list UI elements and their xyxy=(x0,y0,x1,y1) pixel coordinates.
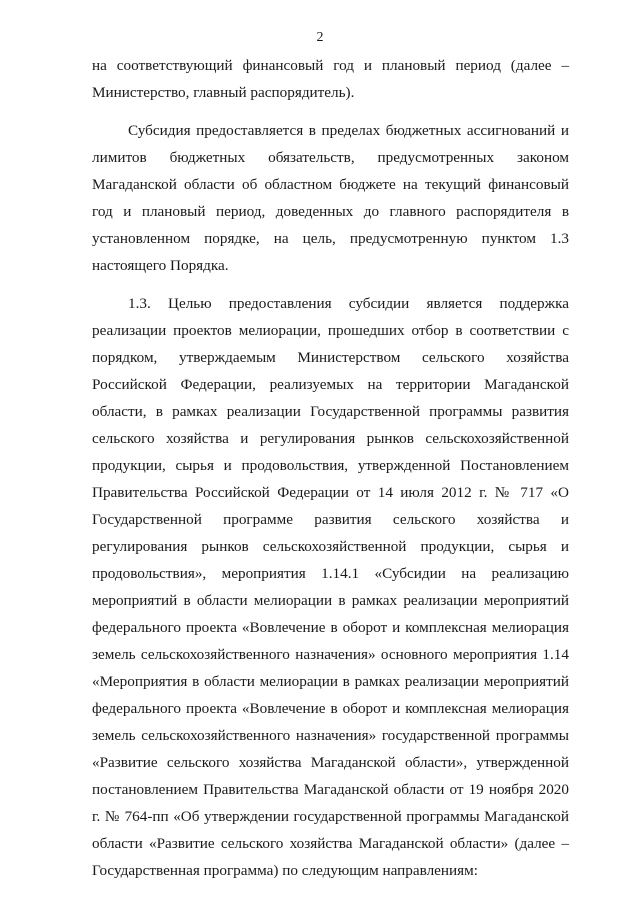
document-body xyxy=(92,52,569,884)
paragraph-1: на соответствующий финансовый год и плановый период (далее – Министерство, главный распорядитель). xyxy=(92,57,569,101)
paragraph-2: Субсидия предоставляется в пределах бюджетных ассигнований и лимитов бюджетных обязательств, предусмотренных законом Магаданской области об областном бюджете на текущий финансовый год и плановый период, доведенных до главного распорядителя в установленном порядке, на цель, предусмотренную пунктом 1.3 настоящего Порядка. xyxy=(92,122,569,274)
paragraph-3: 1.3. Целью предоставления субсидии является поддержка реализации проектов мелиорации, прошедших отбор в соответствии с порядком, утверждаемым Министерством сельского хозяйства Российской Федерации, реализуемых на территории Магаданской области, в рамках реализации Государственной программы развития сельского хозяйства и регулирования рынков сельскохозяйственной продукции, сырья и продовольствия, утвержденной Постановлением Правительства Российской Федерации от 14 июля 2012 г. № 717 «О Государственной программе развития сельского хозяйства и регулирования рынков сельскохозяйственной продукции, сырья и продовольствия», мероприятия 1.14.1 «Субсидии на реализацию мероприятий в области мелиорации в рамках реализации мероприятий федерального проекта «Вовлечение в оборот и комплексная мелиорация земель сельскохозяйственного назначения» основного мероприятия 1.14 «Мероприятия в области мелиорации в рамках реализации мероприятий федерального проекта «Вовлечение в оборот и комплексная мелиорация земель сельскохозяйственного назначения» государственной программы «Развитие сельского хозяйства Магаданской области», утвержденной постановлением Правительства Магаданской области от 19 ноября 2020 г. № 764-пп «Об утверждении государственной программы Магаданской области «Развитие сельского хозяйства Магаданской области» (далее – Государственная программа) по следующим направлениям: xyxy=(92,295,569,879)
page-number: 2 xyxy=(316,30,324,45)
